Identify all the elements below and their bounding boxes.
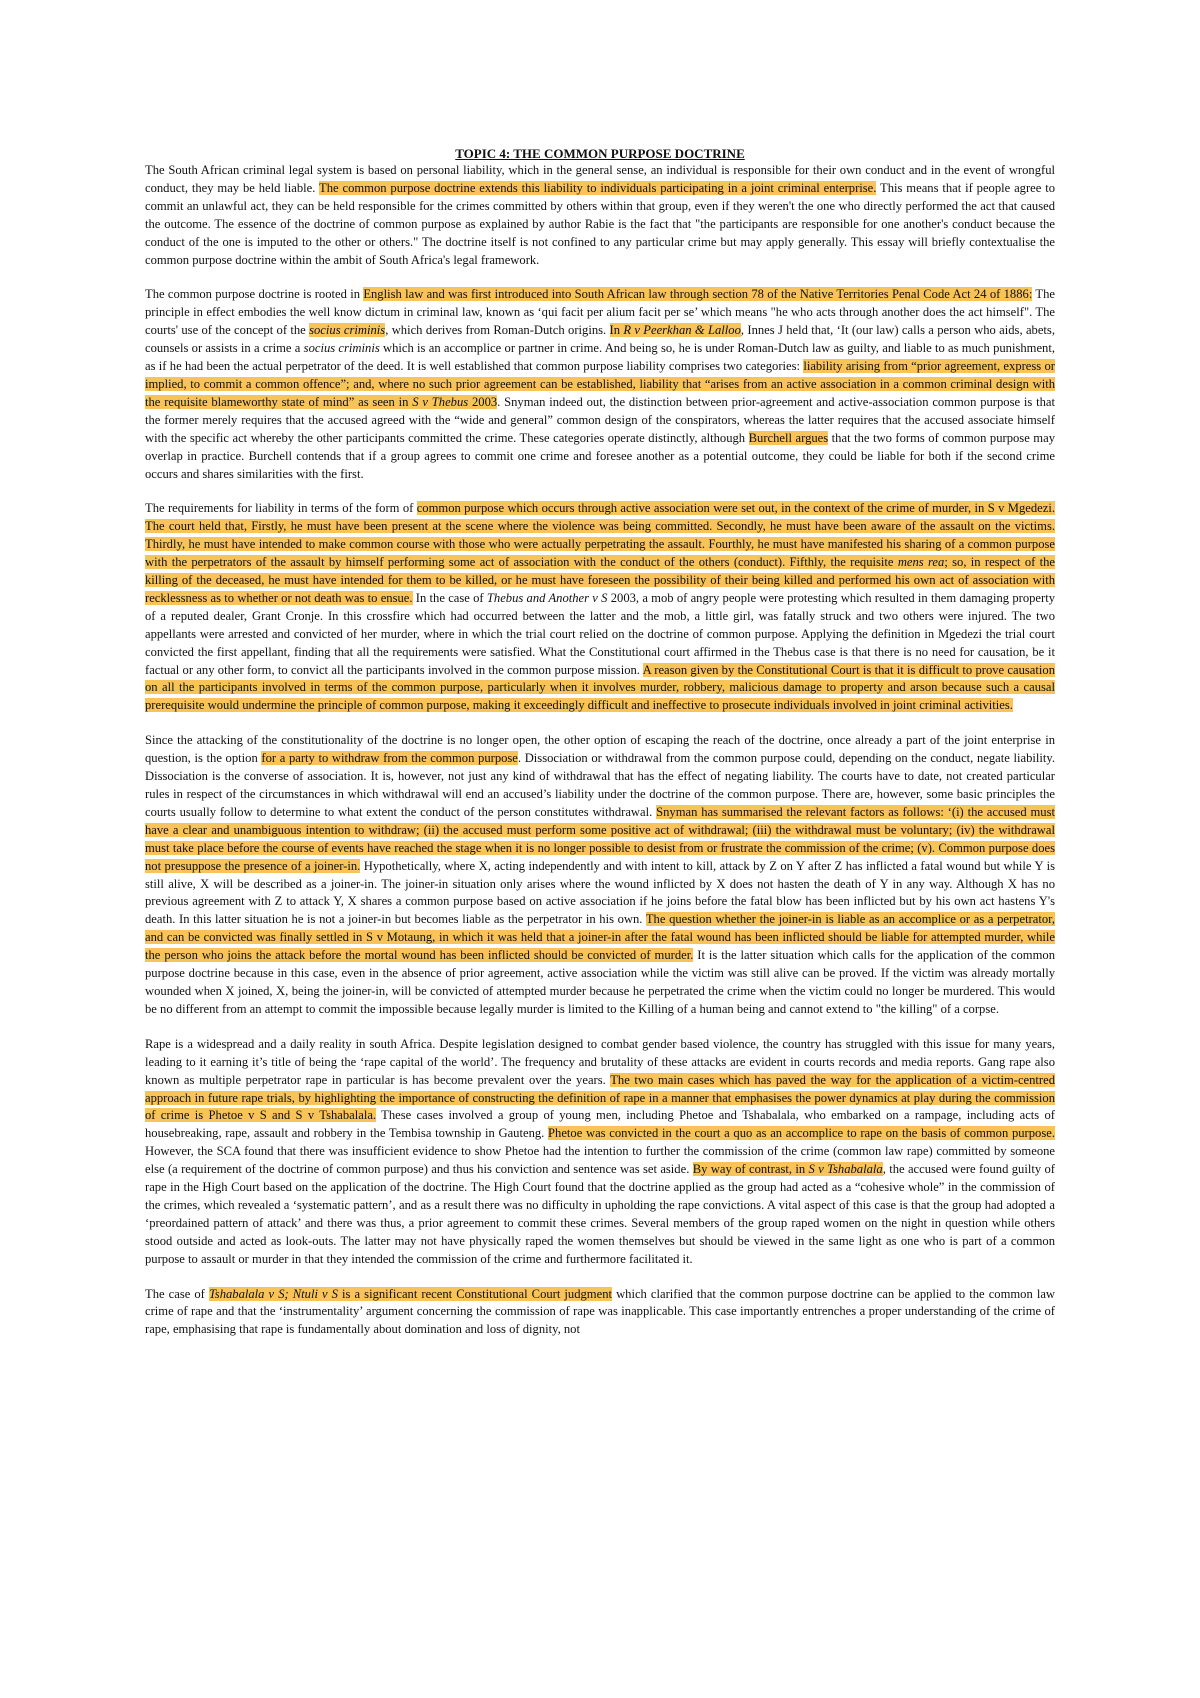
paragraph xyxy=(145,500,1055,715)
highlighted-text: In xyxy=(609,323,624,338)
highlighted-text: liability arising from “prior agreement, express or implied, to commit a common offence”; and, where no such prior agreement can be established, liability that “arises from an active association in a common criminal design with the requisite blameworthy state of mind” as seen in xyxy=(145,359,1055,409)
text-run: The principle in effect embodies the well know dictum in criminal law, known as ‘qui facit per alium facit per se’ which means "he who acts through another does the act himself". The courts' use of the concept of the xyxy=(145,287,1055,338)
text-run: Rape is a widespread and a daily reality in south Africa. Despite legislation designed to combat gender based violence, the country has struggled with this issue for many years, leading to it earning it’s title of being the ‘rape capital of the world’. The frequency and brutality of these attacks are evident in courts records and media reports. Gang rape also known as multiple perpetrator rape in particular is has become prevalent over the years. xyxy=(145,1036,1055,1087)
text-run: . Snyman indeed out, the distinction between prior-agreement and active-association common purpose is that the former merely requires that the accused agreed with the “wide and general” common design of the conspirators, whereas the latter requires that the accused associate himself with the specific act whereby the other participants committed the crime. These categories operate distinctly, although xyxy=(145,394,1055,445)
text-run: Since the attacking of the constitutionality of the doctrine is no longer open, the other option of escaping the reach of the doctrine, once already a part of the joint enterprise in question, is the option xyxy=(145,733,1055,766)
highlighted-text: is a significant recent Constitutional Court judgment xyxy=(337,1286,612,1301)
text-run: These cases involved a group of young men, including Phetoe and Tshabalala, who embarked on a rampage, including acts of housebreaking, rape, assault and robbery in the Tembisa township in Gauteng. xyxy=(145,1108,1055,1141)
highlighted-text: Tshabalala v S; Ntuli v S xyxy=(208,1286,338,1301)
highlighted-text: socius criminis xyxy=(309,323,386,338)
highlighted-text: S v Thebus xyxy=(412,394,469,409)
text-run: Thebus and Another v S xyxy=(486,590,608,605)
text-run: , Innes J held that, ‘It (our law) calls a person who aids, abets, counsels or assists in a crime a xyxy=(145,323,1055,356)
text-run: However, the SCA found that there was insufficient evidence to show Phetoe had the intention to further the commission of the crime (common law rape) committed by someone else (a requirement of the doctrine of common purpose) and thus his conviction and sentence was set aside. xyxy=(145,1144,1055,1177)
highlighted-text: mens rea xyxy=(897,555,945,570)
text-run: The case of xyxy=(145,1286,209,1301)
highlighted-text: ; so, in respect of the killing of the deceased, he must have intended for them to be killed, or he must have foreseen the possibility of their being killed and performed his own act of association with recklessness as to whether or not death was to ensue. xyxy=(145,555,1056,605)
text-run: that the two forms of common purpose may overlap in practice. Burchell contends that if a group agrees to commit one crime and foresee another as a potential outcome, they could be liable for both if the second crime occurs and shares similarities with the first. xyxy=(145,430,1055,481)
text-run: which is an accomplice or partner in crime. And being so, he is under Roman-Dutch law as guilty, and liable to as much punishment, as if he had been the actual perpetrator of the deed. It is well established that common purpose liability comprises two categories: xyxy=(145,341,1055,374)
text-run: The requirements for liability in terms of the form of xyxy=(145,501,417,516)
highlighted-text: R v Peerkhan & Lalloo xyxy=(623,323,741,338)
highlighted-text: S v Tshabalala xyxy=(808,1162,883,1177)
text-run: 2003, a mob of angry people were protesting which resulted in them damaging property of a reputed dealer, Grant Cronje. In this crossfire which had occurred between the latter and the mob, a little girl, was fatally struck and two others were injured. The two appellants were arrested and convicted of her murder, where in which the trial court relied on the doctrine of common purpose. Applying the definition in Mgedezi the trial court convicted the first appellant, finding that all the requirements were satisfied. What the Constitutional court affirmed in the Thebus case is that there is no need for causation, be it factual or any other form, to convict all the participants involved in the common purpose mission. xyxy=(145,590,1055,677)
highlighted-text: A reason given by the Constitutional Court is that it is difficult to prove causation on all the participants involved in terms of the common purpose, particularly when it involves murder, robbery, malicious damage to property and arson because such a causal prerequisite would undermine the principle of common purpose, making it exceedingly difficult and ineffective to prosecute individuals involved in joint criminal activities. xyxy=(145,662,1055,713)
paragraph xyxy=(145,1286,1055,1340)
highlighted-text: 2003 xyxy=(468,394,498,409)
text-run: Hypothetically, where X, acting independently and with intent to kill, attack by Z on Y after Z has inflicted a fatal wound but while Y is still alive, X will be described as a joiner-in. The joiner-in situation only arises where the wound inflicted by X does not hasten the death of Y in any way. Although X has no previous agreement with Z to attack Y, X shares a common purpose based on active association if he joins before the fatal blow has been inflicted but by his own act hastens Y's death. In this latter situation he is not a joiner-in but becomes liable as the perpetrator in his own. xyxy=(145,858,1055,927)
highlighted-text: The question whether the joiner-in is liable as an accomplice or as a perpetrator, and can be convicted was finally settled in S v Motaung, in which it was held that a joiner-in after the fatal wound has been inflicted should be liable for attempted murder, while the person who joins the attack before the mortal wound has been inflicted should be convicted of murder. xyxy=(145,912,1055,963)
text-run: socius criminis xyxy=(303,341,380,356)
text-run: . Dissociation or withdrawal from the common purpose could, depending on the conduct, negate liability. Dissociation is the converse of association. It is, however, not just any kind of withdrawal that has the effect of negating liability. The courts have to date, not created particular rules in respect of the circumstances in which withdrawal will end an accused’s liability under the doctrine of the common purpose. There are, however, some basic principles the courts usually follow to determine to what extent the conduct of the person constitutes withdrawal. xyxy=(145,751,1055,819)
text-run: which clarified that the common purpose doctrine can be applied to the common law crime of rape and that the ‘instrumentality’ argument concerning the commission of rape was inapplicable. This case importantly entrenches a proper understanding of the crime of rape, emphasising that rape is fundamentally about domination and loss of dignity, not xyxy=(145,1286,1056,1337)
paragraph xyxy=(145,162,1055,269)
document-body xyxy=(145,145,1055,1356)
highlighted-text: English law and was first introduced into South African law through section 78 of the Native Territories Penal Code Act 24 of 1886: xyxy=(363,287,1033,302)
document-paragraphs xyxy=(145,162,1055,1339)
text-run: The South African criminal legal system is based on personal liability, which in the general sense, an individual is responsible for their own conduct and in the event of wrongful conduct, they may be held liable. xyxy=(145,163,1055,195)
paragraph xyxy=(145,1036,1055,1269)
highlighted-text: Burchell argues xyxy=(748,430,829,445)
highlighted-text: Snyman has summarised the relevant factors as follows: ‘(i) the accused must have a clear and unambiguous intention to withdraw; (ii) the accused must perform some positive act of withdrawal; (iii) the withdrawal must be voluntary; (iv) the withdrawal must take place before the course of events have reached the stage when it is no longer possible to desist from or frustrate the commission of the crime; (v). Common purpose does not presuppose the presence of a joiner-in. xyxy=(145,804,1055,873)
highlighted-text: common purpose which occurs through active association were set out, in the context of the crime of murder, in S v Mgedezi. The court held that, Firstly, he must have been present at the scene where the violence was being committed. Secondly, he must have been aware of the assault on the victims. Thirdly, he must have intended to make common course with those who were actually perpetrating the assault. Fourthly, he must have manifested his sharing of a common purpose with the perpetrators of the assault by himself performing some act of association with the conduct of the others (conduct). Fifthly, the requisite xyxy=(145,501,1055,570)
paragraph xyxy=(145,286,1055,483)
highlighted-text: Phetoe was convicted in the court a quo as an accomplice to rape on the basis of common purpose. xyxy=(548,1126,1055,1141)
text-run: It is the latter situation which calls for the application of the common purpose doctrine because in this case, even in the absence of prior agreement, active association while the victim was still alive can be proved. If the victim was already mortally wounded when X joined, X, being the joiner-in, will be convicted of attempted murder because he perpetrated the crime when the victim could no longer be murdered. This would be no different from an attempt to commit the impossible because legally murder is limited to the Killing of a human being and cannot extend to "the killing" of a corpse. xyxy=(145,948,1055,1016)
highlighted-text: The two main cases which has paved the way for the application of a victim-centred approach in future rape trials, by highlighting the importance of constructing the definition of rape in a manner that emphasises the power dynamics at play during the commission of crime is Phetoe v S and S v Tshabalala. xyxy=(145,1072,1055,1123)
paragraph xyxy=(145,732,1055,1019)
text-run: , the accused were found guilty of rape in the High Court based on the application of the doctrine. The High Court found that the doctrine applied as the group had acted as a “cohesive whole” in the commission of the crimes, which revealed a ‘systematic pattern’, and as a result there was no difficulty in upholding the rape convictions. A vital aspect of this case is that the group had adopted a ‘preordained pattern of attack’ and there was thus, a prior agreement to commit these crimes. Several members of the group raped women on the night in question while others stood outside and acted as look-outs. The latter may not have physically raped the women themselves but should be viewed in the same light as one who is part of a common purpose to assault or murder in that they intended the commission of the crime and furthermore facilitated it. xyxy=(145,1162,1055,1266)
highlighted-text: The common purpose doctrine extends this liability to individuals participating in a joint criminal enterprise. xyxy=(319,180,877,195)
document-title: TOPIC 4: THE COMMON PURPOSE DOCTRINE xyxy=(455,146,745,161)
text-run: , which derives from Roman-Dutch origins. xyxy=(385,323,610,338)
highlighted-text: for a party to withdraw from the common purpose xyxy=(261,751,518,766)
text-run: In the case of xyxy=(412,590,487,605)
text-run: This means that if people agree to commit an unlawful act, they can be held responsible for the crimes committed by others within that group, even if they weren't the one who directly performed the act that caused the outcome. The essence of the doctrine of common purpose as explained by author Rabie is the fact that "the participants are responsible for one another's conduct because the conduct of the one is imputed to the other or others." The doctrine itself is not confined to any particular crime but may apply generally. This essay will briefly contextualise the common purpose doctrine within the ambit of South Africa's legal framework. xyxy=(145,180,1056,267)
text-run: The common purpose doctrine is rooted in xyxy=(145,287,364,302)
highlighted-text: By way of contrast, in xyxy=(692,1162,809,1177)
